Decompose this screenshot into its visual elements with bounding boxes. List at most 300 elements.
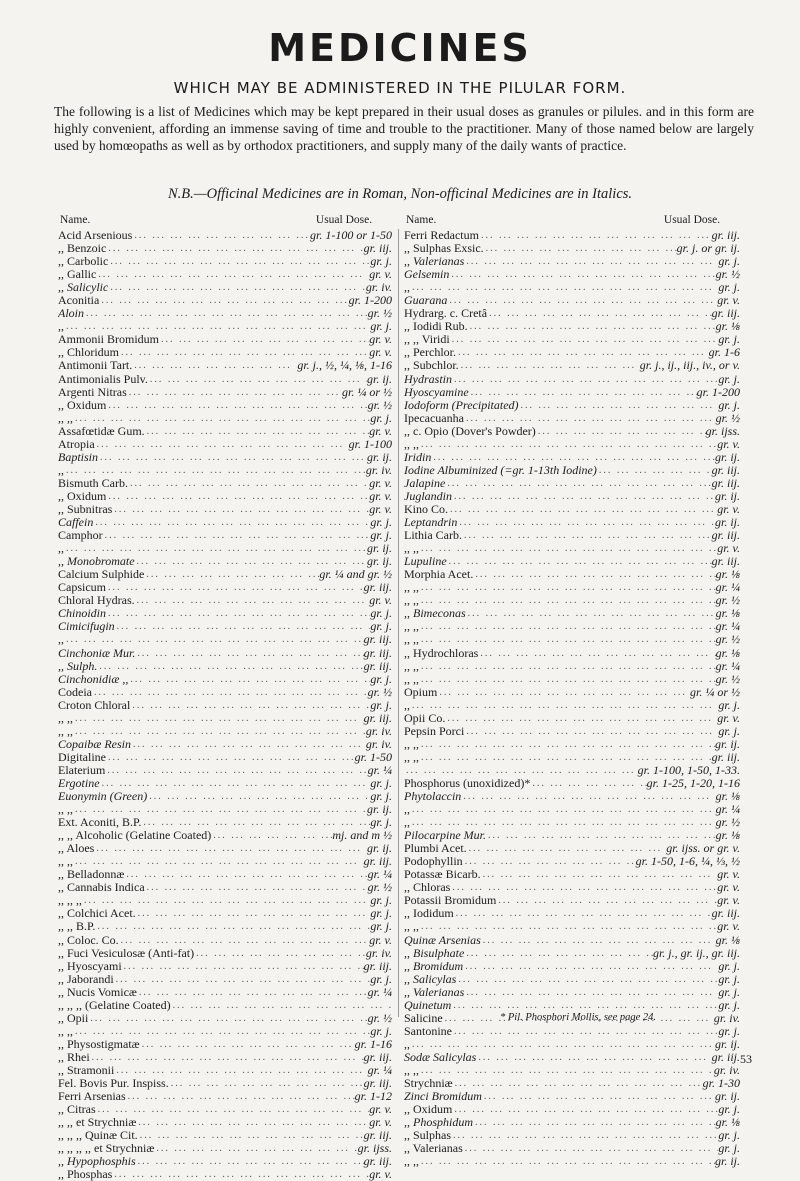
leader-dots — [171, 999, 392, 1012]
medicine-name: Caffein — [58, 516, 94, 530]
leader-dots — [211, 829, 332, 842]
list-item — [404, 673, 740, 686]
list-item — [404, 633, 740, 646]
medicine-name: Croton Chloral — [58, 698, 131, 712]
medicine-name: ,, Oxidum — [58, 398, 107, 412]
column-divider — [398, 229, 399, 1017]
list-item — [404, 881, 740, 894]
leader-dots — [135, 555, 367, 568]
nb-note: N.B.—Officinal Medicines are in Roman, Non-officinal Medicines are in Italics. — [167, 186, 633, 202]
medicine-name: Camphor — [58, 529, 103, 543]
medicine-name: Zinci Bromidum — [404, 1090, 482, 1104]
leader-dots — [131, 738, 366, 751]
list-item — [58, 464, 392, 477]
medicine-dose: gr. 1-16 — [354, 1037, 392, 1051]
leader-dots — [463, 855, 636, 868]
medicine-name: Plumbi Acet. — [404, 842, 467, 856]
list-item — [58, 647, 392, 660]
medicine-name: Strychniæ — [404, 1077, 453, 1091]
medicine-dose: gr. j. — [370, 776, 392, 790]
medicine-name: ,, Nucis Vomicæ — [58, 985, 137, 999]
list-item — [58, 451, 392, 464]
medicine-name: Pilocarpine Mur. — [404, 829, 486, 843]
medicine-dose: gr. ¼ and gr. ½ — [319, 568, 392, 582]
list-item — [404, 1064, 740, 1077]
list-item — [58, 673, 392, 686]
medicine-dose: gr. iij. — [363, 581, 392, 595]
leader-dots — [437, 686, 690, 699]
leader-dots — [451, 1129, 718, 1142]
medicine-dose: mj. and m ½ — [332, 829, 392, 843]
leader-dots — [487, 307, 712, 320]
medicine-dose: gr. j. — [370, 255, 392, 269]
left-entry-list — [58, 229, 392, 1181]
medicine-dose: gr. iv. — [365, 724, 392, 738]
leader-dots — [100, 777, 371, 790]
leader-dots — [147, 790, 370, 803]
medicine-name: Potassii Bromidum — [404, 894, 497, 908]
list-item — [58, 242, 392, 255]
leader-dots — [93, 516, 370, 529]
medicine-dose: gr. ¼ — [367, 763, 392, 777]
list-item — [58, 803, 392, 816]
leader-dots — [536, 425, 706, 438]
leader-dots — [108, 255, 370, 268]
leader-dots — [64, 542, 367, 555]
list-item — [404, 1025, 740, 1038]
medicine-name: ,, Coloc. Co. — [58, 933, 119, 947]
medicine-dose: gr. iij. — [363, 242, 392, 256]
medicine-name: Cimicifugin — [58, 620, 115, 634]
list-item — [404, 686, 740, 699]
list-item — [404, 555, 740, 568]
list-item — [58, 320, 392, 333]
medicine-name: ,, ,, — [404, 737, 419, 751]
medicine-name: ,, — [404, 816, 410, 830]
medicine-dose: gr. iij. — [711, 229, 740, 242]
medicine-name: Hyoscyamine — [404, 385, 469, 399]
leader-dots — [95, 438, 349, 451]
medicine-dose: gr. j. — [370, 972, 392, 986]
medicine-dose: gr. ¼ or ½ — [689, 685, 740, 699]
medicine-dose: gr. iij. — [363, 1077, 392, 1091]
list-item — [58, 281, 392, 294]
leader-dots — [94, 842, 367, 855]
list-item — [404, 320, 740, 333]
medicine-name: Antimonii Tart. — [58, 359, 133, 373]
leader-dots — [473, 1116, 716, 1129]
leader-dots — [459, 359, 640, 372]
medicine-name: Pepsin Porci — [404, 724, 465, 738]
medicine-dose: gr. j. — [370, 907, 392, 921]
medicine-dose: gr. v. — [717, 868, 740, 882]
medicine-dose: gr. iv. — [365, 946, 392, 960]
list-item — [404, 1077, 740, 1090]
medicine-name: ,, Valerianas — [404, 985, 465, 999]
leader-dots — [73, 1025, 370, 1038]
medicine-name: Ergotine — [58, 776, 100, 790]
leader-dots — [597, 464, 712, 477]
list-item — [58, 477, 392, 490]
leader-dots — [95, 920, 370, 933]
medicine-dose: gr. v. — [717, 894, 740, 908]
leader-dots — [128, 673, 370, 686]
medicine-dose: gr. j. — [370, 529, 392, 543]
leader-dots — [482, 1090, 715, 1103]
list-item — [58, 855, 392, 868]
medicine-name: ,, Sulphas — [404, 1129, 452, 1143]
list-item — [58, 1064, 392, 1077]
list-item — [404, 242, 740, 255]
medicine-name: ,, Iodidi Rub. — [404, 320, 468, 334]
leader-dots — [449, 268, 715, 281]
list-item — [404, 764, 740, 777]
list-item — [404, 620, 740, 633]
leader-dots — [144, 568, 319, 581]
medicine-dose: gr. ¼ — [367, 985, 392, 999]
medicine-dose: gr. j. — [718, 398, 740, 412]
medicine-name: ,, Aloes — [58, 842, 95, 856]
leader-dots — [419, 920, 717, 933]
leader-dots — [467, 842, 667, 855]
leader-dots — [419, 633, 716, 646]
list-item — [404, 281, 740, 294]
medicine-name: Iodine Albuminized (=gr. 1-13th Iodine) — [404, 463, 597, 477]
list-item — [404, 647, 740, 660]
leader-dots — [457, 516, 715, 529]
name-header: Name. — [406, 214, 437, 226]
leader-dots — [452, 1025, 718, 1038]
leader-dots — [148, 373, 367, 386]
leader-dots — [410, 1038, 715, 1051]
list-item — [58, 712, 392, 725]
leader-dots — [64, 320, 370, 333]
leader-dots — [464, 255, 718, 268]
leader-dots — [478, 647, 715, 660]
medicine-dose: gr. ij. — [366, 842, 392, 856]
list-item — [404, 751, 740, 764]
leader-dots — [130, 699, 370, 712]
medicine-dose: gr. ¼ or ½ — [341, 385, 392, 399]
leader-dots — [452, 490, 715, 503]
medicine-dose: gr. j. — [370, 1024, 392, 1038]
medicine-dose: gr. ij. — [714, 1155, 740, 1169]
page-subtitle: WHICH MAY BE ADMINISTERED IN THE PILULAR FORM. — [173, 79, 627, 97]
list-item — [404, 529, 740, 542]
medicine-dose: gr. ij. — [366, 372, 392, 386]
medicine-dose: gr. ij. — [366, 450, 392, 464]
list-item — [404, 738, 740, 751]
leader-dots — [124, 868, 367, 881]
medicine-dose: gr. ½ — [367, 398, 392, 412]
medicine-dose: gr. ijss. or gr. v. — [666, 842, 740, 856]
leader-dots — [419, 1064, 714, 1077]
medicine-dose: gr. j. — [370, 672, 392, 686]
list-item — [58, 503, 392, 516]
medicine-dose: gr. 1-25, 1-20, 1-16 — [646, 776, 740, 790]
medicine-name: ,, Hypophosphis — [58, 1155, 136, 1169]
medicine-name: ,, ,, — [58, 1024, 73, 1038]
medicine-dose: gr. v. — [369, 933, 392, 947]
medicine-name: ,, Phosphas — [58, 1168, 113, 1181]
medicine-dose: gr. j. — [718, 698, 740, 712]
leader-dots — [530, 777, 646, 790]
medicine-dose: gr. j. — [718, 1024, 740, 1038]
medicine-dose: gr. ½ — [715, 672, 740, 686]
leader-dots — [419, 1155, 715, 1168]
leader-dots — [140, 1038, 355, 1051]
leader-dots — [452, 1103, 718, 1116]
medicine-name: Salicine — [404, 1011, 443, 1025]
medicine-name: ,, ,, — [404, 633, 419, 647]
list-item — [404, 373, 740, 386]
medicine-dose: gr. v. — [369, 268, 392, 282]
medicine-dose: gr. iij. — [363, 633, 392, 647]
medicine-dose: gr. ijss. — [357, 1142, 392, 1156]
medicine-dose: gr. v. — [369, 1103, 392, 1117]
medicine-dose: gr. v. — [717, 437, 740, 451]
medicine-name: ,, Salicylas — [404, 972, 457, 986]
leader-dots — [73, 412, 370, 425]
medicine-name: Atropia — [58, 437, 95, 451]
medicine-dose: gr. j. — [718, 281, 740, 295]
medicine-dose: gr. ij. — [714, 450, 740, 464]
list-item — [404, 1129, 740, 1142]
list-item — [404, 412, 740, 425]
list-item — [58, 764, 392, 777]
list-item — [58, 894, 392, 907]
list-item — [404, 477, 740, 490]
list-item — [58, 816, 392, 829]
medicine-name: ,, Stramonii — [58, 1064, 115, 1077]
medicine-name: ,, Subchlor. — [404, 359, 459, 373]
medicine-dose: gr. ½ — [715, 268, 740, 282]
leader-dots — [106, 607, 370, 620]
leader-dots — [106, 581, 364, 594]
leader-dots — [64, 464, 366, 477]
list-item — [58, 294, 392, 307]
leader-dots — [419, 738, 715, 751]
medicine-name: ,, Salicylic — [58, 281, 109, 295]
leader-dots — [452, 373, 718, 386]
leader-dots — [106, 242, 363, 255]
medicine-dose: gr. j. or gr. ij. — [676, 242, 740, 256]
list-item — [404, 503, 740, 516]
medicine-name: Fel. Bovis Pur. Inspiss. — [58, 1077, 169, 1091]
list-item — [58, 790, 392, 803]
medicine-dose: gr. iv. — [713, 1064, 740, 1077]
leader-dots — [484, 242, 677, 255]
medicine-dose: gr. ½ — [367, 1011, 392, 1025]
medicine-name: ,, Gallic — [58, 268, 97, 282]
medicine-name: ,, ,, — [58, 711, 73, 725]
medicine-name: ,, Jaborandi — [58, 972, 114, 986]
medicine-dose: gr. ij. — [714, 516, 740, 530]
medicine-name: ,, Opii — [58, 1011, 89, 1025]
list-item — [404, 399, 740, 412]
medicine-name: Lupuline — [404, 555, 447, 569]
list-item — [58, 699, 392, 712]
medicine-dose: gr. v. — [369, 1116, 392, 1130]
medicine-name: Santonine — [404, 1024, 452, 1038]
page-number: 53 — [740, 1052, 752, 1066]
medicine-dose: gr. j., ½, ¼, ⅛, 1-16 — [297, 359, 392, 373]
medicine-name: ,, ,, — [404, 1155, 419, 1169]
leader-dots — [154, 1142, 357, 1155]
medicine-name: Quinæ Arsenias — [404, 933, 481, 947]
leader-dots — [73, 803, 367, 816]
medicine-name: ,, Belladonnæ — [58, 868, 125, 882]
medicine-name: Jalapine — [404, 476, 446, 490]
medicine-name: ,, ,, — [58, 855, 73, 869]
medicine-dose: gr. iij. — [363, 1050, 392, 1064]
medicine-dose: gr. v. — [369, 502, 392, 516]
medicine-dose: gr. 1-200 — [696, 385, 740, 399]
medicine-dose: gr. j. — [718, 985, 740, 999]
medicine-dose: gr. iij. — [711, 555, 740, 569]
medicine-dose: gr. ⅛ — [715, 829, 740, 843]
left-column-header — [58, 212, 392, 229]
list-item — [404, 790, 740, 803]
leader-dots — [419, 594, 716, 607]
list-item — [58, 1012, 392, 1025]
leader-dots — [419, 660, 716, 673]
leader-dots — [114, 1064, 367, 1077]
medicine-dose: gr. 1-100 — [348, 437, 392, 451]
medicine-dose: gr. j. — [370, 894, 392, 908]
leader-dots — [114, 973, 371, 986]
medicine-name: ,, ,, Alcoholic (Gelatine Coated) — [58, 829, 212, 843]
list-item — [404, 1051, 740, 1064]
medicine-name: ,, Chloras — [404, 881, 451, 895]
medicine-name: ,, ,, — [404, 437, 419, 451]
leader-dots — [64, 633, 364, 646]
list-item — [58, 412, 392, 425]
medicine-dose: gr. 1-50 — [354, 750, 392, 764]
leader-dots — [410, 281, 718, 294]
list-item — [58, 373, 392, 386]
leader-dots — [466, 607, 716, 620]
leader-dots — [126, 1090, 355, 1103]
dose-header: Usual Dose. — [663, 214, 721, 226]
leader-dots — [496, 894, 717, 907]
list-item — [58, 1168, 392, 1181]
list-item — [58, 333, 392, 346]
medicine-name: ,, Valerianas — [404, 255, 465, 269]
list-item — [404, 307, 740, 320]
medicine-dose: gr. ½ — [367, 685, 392, 699]
intro-paragraph: The following is a list of Medicines which may be kept prepared in their usual doses as granules or pilules. and in this form are highly convenient, affording an immense saving of time and trouble to the practitioner. Many of those named below are largely used by homœopaths as well as by orthodox practitioners, and supply many of the daily wants of practice. — [54, 104, 754, 153]
medicine-name: Hydrarg. c. Cretâ — [404, 307, 488, 321]
list-item — [404, 934, 740, 947]
leader-dots — [127, 386, 342, 399]
medicine-name: Bismuth Carb. — [58, 476, 129, 490]
medicine-dose: gr. ¼ — [367, 868, 392, 882]
medicine-name: ,, Rhei — [58, 1050, 90, 1064]
leader-dots — [473, 568, 715, 581]
leader-dots — [468, 320, 716, 333]
list-item — [404, 516, 740, 529]
leader-dots — [479, 229, 712, 242]
leader-dots — [456, 973, 718, 986]
right-entry-list — [404, 229, 740, 1168]
list-item — [58, 777, 392, 790]
medicine-name: ,, Perchlor. — [404, 346, 456, 360]
medicine-name: Cinchoniæ Mur. — [58, 646, 136, 660]
leader-dots — [108, 281, 366, 294]
leader-dots — [451, 999, 718, 1012]
medicine-name: ,, ,, — [404, 659, 419, 673]
list-item — [58, 542, 392, 555]
leader-dots — [90, 1051, 364, 1064]
leader-dots — [82, 894, 370, 907]
leader-dots — [445, 712, 717, 725]
medicine-name: ,, Sulphas Exsic. — [404, 242, 484, 256]
list-item — [404, 947, 740, 960]
medicine-dose: gr. 1-100 or 1-50 — [309, 229, 392, 242]
leader-dots — [450, 881, 717, 894]
leader-dots — [169, 1077, 364, 1090]
list-item — [58, 1116, 392, 1129]
medicine-name: ,, ,, — [58, 724, 73, 738]
leader-dots — [137, 986, 368, 999]
list-item — [404, 594, 740, 607]
medicine-dose: gr. ½ — [367, 307, 392, 321]
leader-dots — [145, 425, 370, 438]
footnote: * Pil. Phosphori Mollis, see page 24. — [500, 1012, 657, 1023]
medicine-name: ,, Cannabis Indica — [58, 881, 145, 895]
list-item — [58, 581, 392, 594]
list-item — [404, 973, 740, 986]
list-item — [58, 960, 392, 973]
medicine-dose: gr. iij. — [363, 711, 392, 725]
leader-dots — [447, 555, 712, 568]
medicine-name: Phytolaccin — [404, 790, 462, 804]
medicine-dose: gr. j., ij., iij., iv., or v. — [639, 359, 740, 373]
medicine-dose: gr. ½ — [715, 633, 740, 647]
leader-dots — [119, 346, 369, 359]
list-item — [58, 307, 392, 320]
medicine-dose: gr. j. — [718, 1103, 740, 1117]
medicine-name: ,, — [404, 803, 410, 817]
leader-dots — [88, 1012, 367, 1025]
medicine-dose: gr. ¼ — [715, 581, 740, 595]
leader-dots — [469, 386, 697, 399]
medicine-name: ,, ,, ,, — [58, 894, 82, 908]
medicine-name: ,, — [58, 542, 64, 556]
medicine-dose: gr. v. — [369, 1168, 392, 1181]
medicine-name: ,, Citras — [58, 1103, 96, 1117]
list-item — [404, 725, 740, 738]
medicine-name: Iodoform (Precipitated) — [404, 398, 519, 412]
list-item — [58, 229, 392, 242]
list-item — [404, 346, 740, 359]
leader-dots — [159, 333, 369, 346]
right-column-header — [404, 212, 740, 229]
medicine-name: ,, ,, — [404, 1064, 419, 1077]
leader-dots — [132, 359, 297, 372]
medicine-dose: gr. j. — [718, 998, 740, 1012]
leader-dots — [136, 1116, 369, 1129]
list-item — [404, 255, 740, 268]
medicine-name: ,, — [58, 463, 64, 477]
medicine-name: ,, Physostigmatæ — [58, 1037, 140, 1051]
medicine-dose: gr. j. — [370, 620, 392, 634]
medicine-name: ,, ,, — [404, 750, 419, 764]
medicine-name: Phosphorus (unoxidized)* — [404, 776, 531, 790]
list-item — [58, 868, 392, 881]
medicine-dose: gr. ij. — [714, 1090, 740, 1104]
